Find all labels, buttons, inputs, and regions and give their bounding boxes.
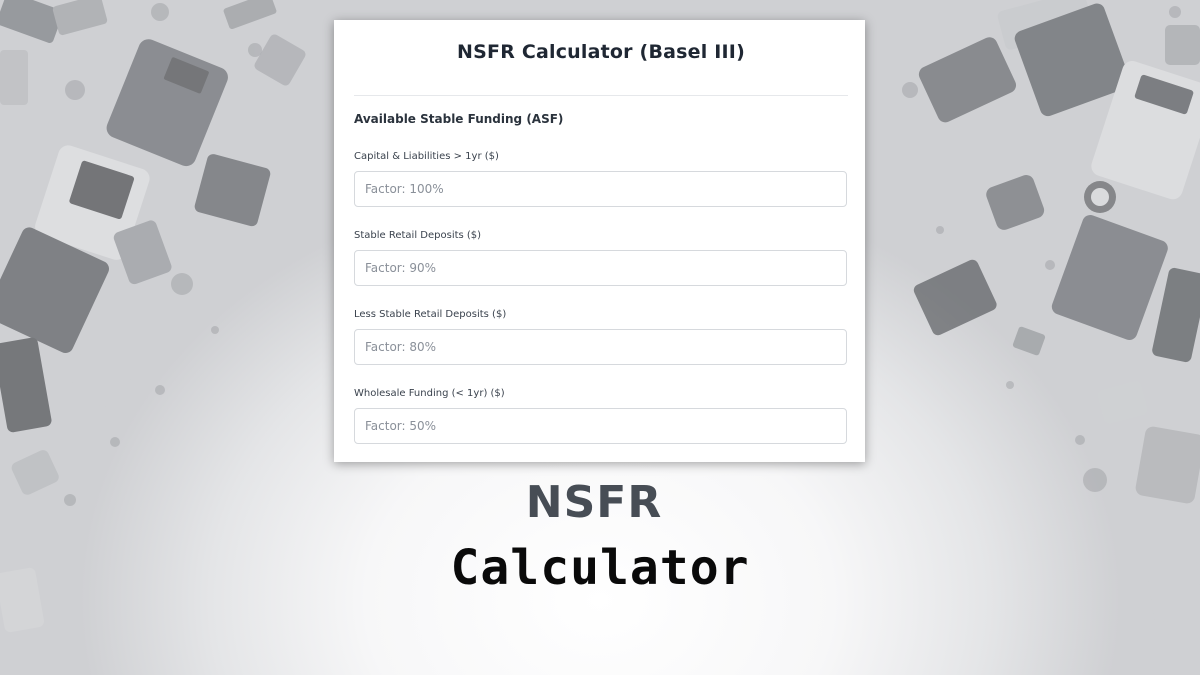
field-capital-liabilities bbox=[354, 151, 848, 207]
less-stable-retail-deposits-input[interactable] bbox=[354, 329, 847, 365]
field-label: Wholesale Funding (< 1yr) ($) bbox=[354, 388, 505, 399]
capital-liabilities-input[interactable] bbox=[354, 171, 847, 207]
hero-title-line2: Calculator bbox=[450, 540, 750, 596]
title-divider bbox=[354, 95, 848, 96]
wholesale-funding-input[interactable] bbox=[354, 408, 847, 444]
field-label: Less Stable Retail Deposits ($) bbox=[354, 309, 507, 320]
field-label: Stable Retail Deposits ($) bbox=[354, 230, 482, 241]
field-stable-retail-deposits bbox=[354, 230, 848, 286]
field-wholesale-funding bbox=[354, 388, 848, 444]
field-less-stable-retail-deposits bbox=[354, 309, 848, 365]
field-label: Capital & Liabilities > 1yr ($) bbox=[354, 151, 499, 162]
hero-title-line1: NSFR bbox=[525, 477, 663, 528]
calculator-card bbox=[334, 20, 865, 462]
stable-retail-deposits-input[interactable] bbox=[354, 250, 847, 286]
section-title: Available Stable Funding (ASF) bbox=[354, 112, 564, 126]
page-title: NSFR Calculator (Basel III) bbox=[457, 41, 745, 63]
